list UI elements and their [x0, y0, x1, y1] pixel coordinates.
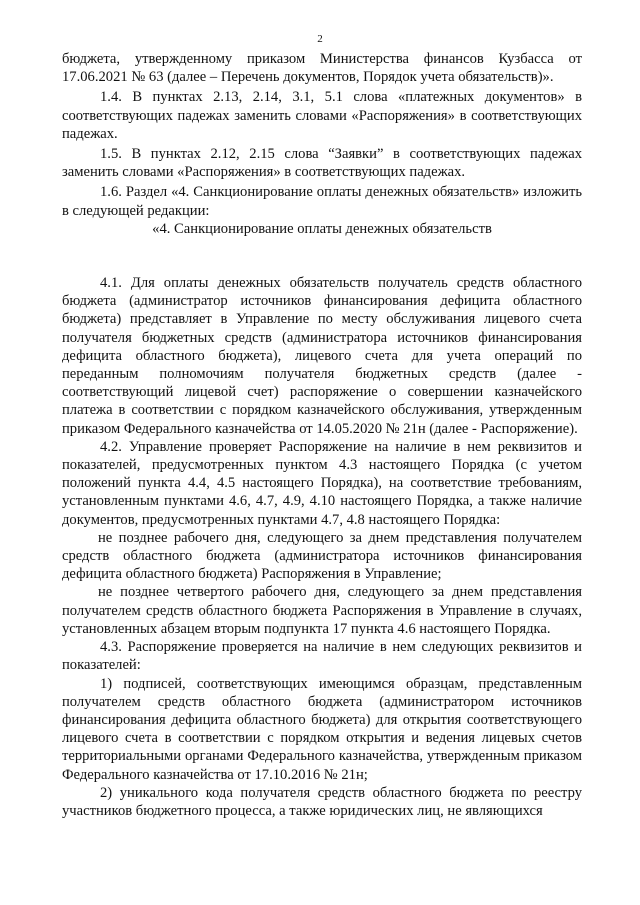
paragraph-4-2: 4.2. Управление проверяет Распоряжение на наличие в нем реквизитов и показателей, предусмотренных пунктом 4.3 настоящего Порядка (с учетом положений пункта 4.4, 4.5 настоящего Порядка), на соответствие требованиям, установленным пунктами 4.6, 4.7, 4.9, 4.10 настоящего Порядка, а также наличие документов, предусмотренных пунктами 4.7, 4.8 настоящего Порядка:: [62, 438, 582, 528]
paragraph-4-1: 4.1. Для оплаты денежных обязательств получатель средств областного бюджета (администратор источников финансирования дефицита областного бюджета) представляет в Управление по месту обслуживания лицевого счета получателя бюджетных средств (администратора источников финансирования дефицита областного бюджета), лицевого счета для учета операций по переданным полномочиям получателя бюджетных средств (далее - соответствующий лицевой счет) распоряжение о совершении казначейского платежа в соответствии с порядком казначейского обслуживания, утвержденным приказом Федерального казначейства от 14.05.2020 № 21н (далее - Распоряжение).: [62, 275, 582, 437]
paragraph-4-3-item-1: 1) подписей, соответствующих имеющимся образцам, представленным получателем средств областного бюджета (администратором источников финансирования дефицита областного бюджета) для открытия соответствующего лицевого счета в соответствии с порядком открытия и ведения лицевых счетов территориальными органами Федерального казначейства, утвержденным приказом Федерального казначейства от 17.10.2016 № 21н;: [62, 675, 582, 783]
paragraph-4-3: 4.3. Распоряжение проверяется на наличие в нем следующих реквизитов и показателей:: [62, 639, 582, 674]
paragraph-4-3-item-2: 2) уникального кода получателя средств областного бюджета по реестру участников бюджетного процесса, а также юридических лиц, не являющихся: [62, 784, 582, 819]
paragraph-4-2-item-1: не позднее рабочего дня, следующего за днем представления получателем средств областного бюджета (администратора источников финансирования дефицита областного бюджета) Распоряжения в Управление;: [62, 529, 582, 583]
paragraph-4-2-item-2: не позднее четвертого рабочего дня, следующего за днем представления получателем средств областного бюджета Распоряжения в Управление в случаях, установленных абзацем вторым подпункта 17 пункта 4.6 настоящего Порядка.: [62, 584, 582, 637]
paragraph-1-6: 1.6. Раздел «4. Санкционирование оплаты денежных обязательств» изложить в следующей редакции:: [62, 184, 582, 219]
paragraph-1-5: 1.5. В пунктах 2.12, 2.15 слова “Заявки” в соответствующих падежах заменить словами «Распоряжения» в соответствующих падежах.: [62, 146, 582, 181]
page-number: 2: [317, 33, 323, 45]
paragraph-continuation: бюджета, утвержденному приказом Министерства финансов Кузбасса от 17.06.2021 № 63 (далее – Перечень документов, Порядок учета обязательств)».: [62, 51, 582, 86]
document-body: [62, 50, 582, 820]
section-heading: «4. Санкционирование оплаты денежных обязательств: [152, 220, 492, 237]
paragraph-1-4: 1.4. В пунктах 2.13, 2.14, 3.1, 5.1 слова «платежных документов» в соответствующих падежах заменить словами «Распоряжения» в соответствующих падежах.: [62, 89, 582, 142]
